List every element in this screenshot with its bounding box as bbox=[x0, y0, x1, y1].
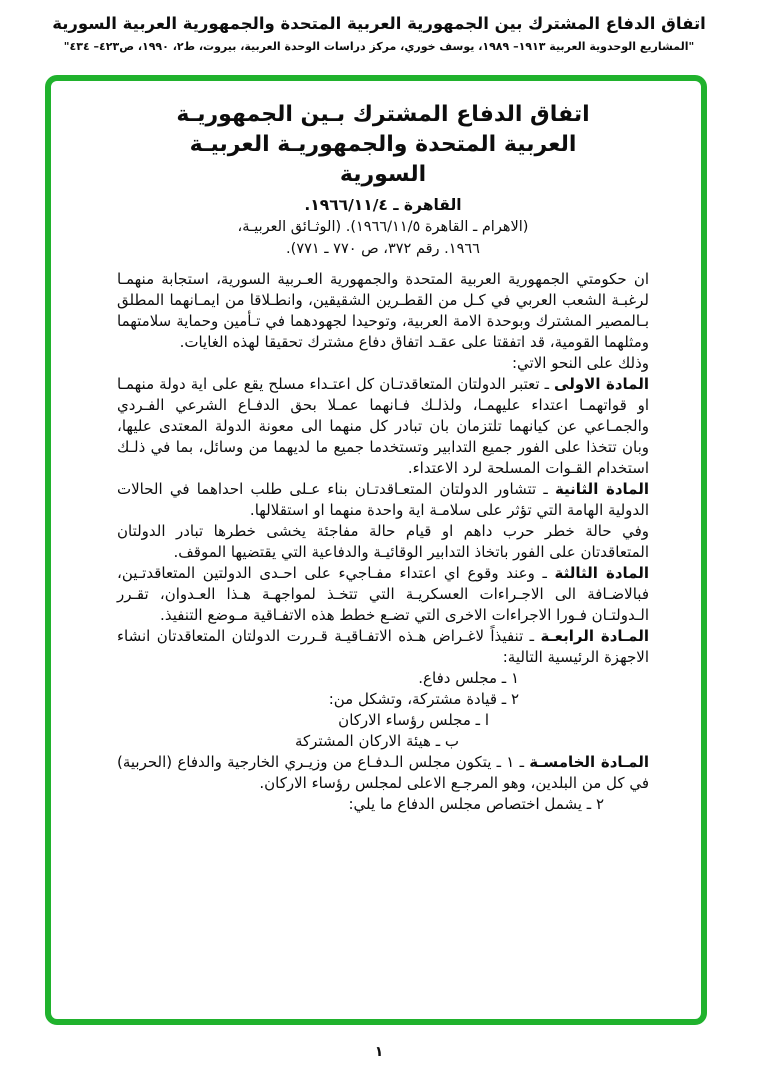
page-header bbox=[0, 0, 758, 53]
document-date: القاهرة ـ ١٩٦٦/١١/٤. bbox=[304, 196, 462, 214]
document-title-line-1: اتفاق الدفاع المشترك بـين الجمهوريـة bbox=[176, 102, 590, 127]
paragraph: المادة الاولى ـ تعتبر الدولتان المتعاقدتـان كل اعتـداء مسلح يقع على اية دولة منهمـا او قواتهمـا اعتداء عليهمـا، ولذلـك فـانهما عمـلا بحق الدفـاع الشرعي الفـردي والجمـاعي عن كيانهما تلتزمان بان تبادر كل منهما الى معونة الدولة المعتدى عليها، وبان تتخذا على الفور جميع التدابير وتستخدما جميع ما لديهما من وسائل، بما في ذلـك استخدام القـوات المسلحة لرد الاعتداء. bbox=[117, 375, 649, 477]
page-number: ١ bbox=[374, 1044, 384, 1060]
document-title-line-2: العربية المتحدة والجمهوريـة العربيـة bbox=[189, 132, 577, 157]
article-heading: المادة الثانية bbox=[554, 480, 649, 498]
paragraph: المادة الثالثة ـ وعند وقوع اي اعتداء مفـاجيء على احـدى الدولتين المتعاقدتـين، فبالاضـافة الى الاجـراءات العسكريـة التي تتخـذ لمواجهـة هـذا العـدوان، تقـرر الـدولتـان فـورا الاجراءات الاخرى التي تضـع خطط هذه الاتفـاقية مـوضع التنفيذ. bbox=[117, 564, 649, 624]
article-heading: المادة الاولى bbox=[554, 375, 649, 393]
document-source-citation bbox=[117, 216, 649, 260]
document-title-line-3: السورية bbox=[339, 162, 427, 187]
document-body bbox=[117, 269, 649, 815]
header-citation: "المشاريع الوحدوية العربية ١٩١٣– ١٩٨٩، يوسف خوري، مركز دراسات الوحدة العربية، بيروت، ط٢، ١٩٩٠، ص٤٢٣– ٤٣٤" bbox=[63, 40, 695, 53]
list-item: ب ـ هيئة الاركان المشتركة bbox=[294, 732, 459, 750]
paragraph: وذلك على النحو الاتي: bbox=[511, 354, 649, 372]
paragraph: المـادة الخامسـة ـ ١ ـ يتكون مجلس الـدفـاع من وزيـري الخارجية والدفاع (الحربية) في كل من البلدين، وهو المرجـع الاعلى لمجلس رؤساء الاركان. bbox=[117, 753, 650, 792]
paragraph: المادة الثانية ـ تتشاور الدولتان المتعـاقدتـان بناء عـلى طلب احداهما في الحالات الدولية الهامة التي تؤثر على سلامـة اية واحدة منهما او استقلالها. bbox=[117, 480, 649, 519]
article-heading: المادة الثالثة bbox=[554, 564, 649, 582]
header-title: اتفاق الدفاع المشترك بين الجمهورية العربية المتحدة والجمهورية العربية السورية bbox=[52, 14, 706, 33]
list-item: ١ ـ مجلس دفاع. bbox=[418, 669, 519, 687]
list-item: ا ـ مجلس رؤساء الاركان bbox=[338, 711, 489, 729]
paragraph: وفي حالة خطر حرب داهم او قيام حالة مفاجئة يخشى خطرها تبادر الدولتان المتعاقدتان على الفور باتخاذ التدابير الوقائيـة والدفاعية التي يقتضيها الموقف. bbox=[117, 522, 649, 561]
list-item: ٢ ـ يشمل اختصاص مجلس الدفاع ما يلي: bbox=[348, 795, 604, 813]
list-item: ٢ ـ قيادة مشتركة، وتشكل من: bbox=[328, 690, 519, 708]
document-content bbox=[51, 81, 701, 815]
document-border-box bbox=[45, 75, 707, 1025]
paragraph: المـادة الرابعـة ـ تنفيذاً لاغـراض هـذه الاتفـاقيـة قـررت الدولتان المتعاقدتان انشاء الاجهزة الرئيسية التالية: bbox=[117, 627, 649, 666]
document-source-line-1: (الاهرام ـ القاهرة ١٩٦٦/١١/٥). (الوثـائق العربيـة، bbox=[237, 219, 529, 235]
document-source-line-2: ١٩٦٦. رقم ٣٧٢، ص ٧٧٠ ـ ٧٧١). bbox=[286, 241, 480, 257]
paragraph: ان حكومتي الجمهورية العربية المتحدة والجمهورية العـربية السورية، استجابة منهمـا لرغبـة الشعب العربي في كـل من القطـرين الشقيقين، وانطـلاقا من ايمـانهما المطلق بـالمصير المشترك وبوحدة الامة العربية، وتوحيدا لجهودهما في تـأمين وحماية سلامتهما ومثلهما القومية، قد اتفقتا على عقـد اتفاق دفاع مشترك تحقيقا لهذه الغايات. bbox=[117, 270, 649, 351]
document-title bbox=[117, 100, 649, 190]
article-heading: المـادة الرابعـة bbox=[540, 627, 649, 645]
article-heading: المـادة الخامسـة bbox=[529, 753, 650, 771]
